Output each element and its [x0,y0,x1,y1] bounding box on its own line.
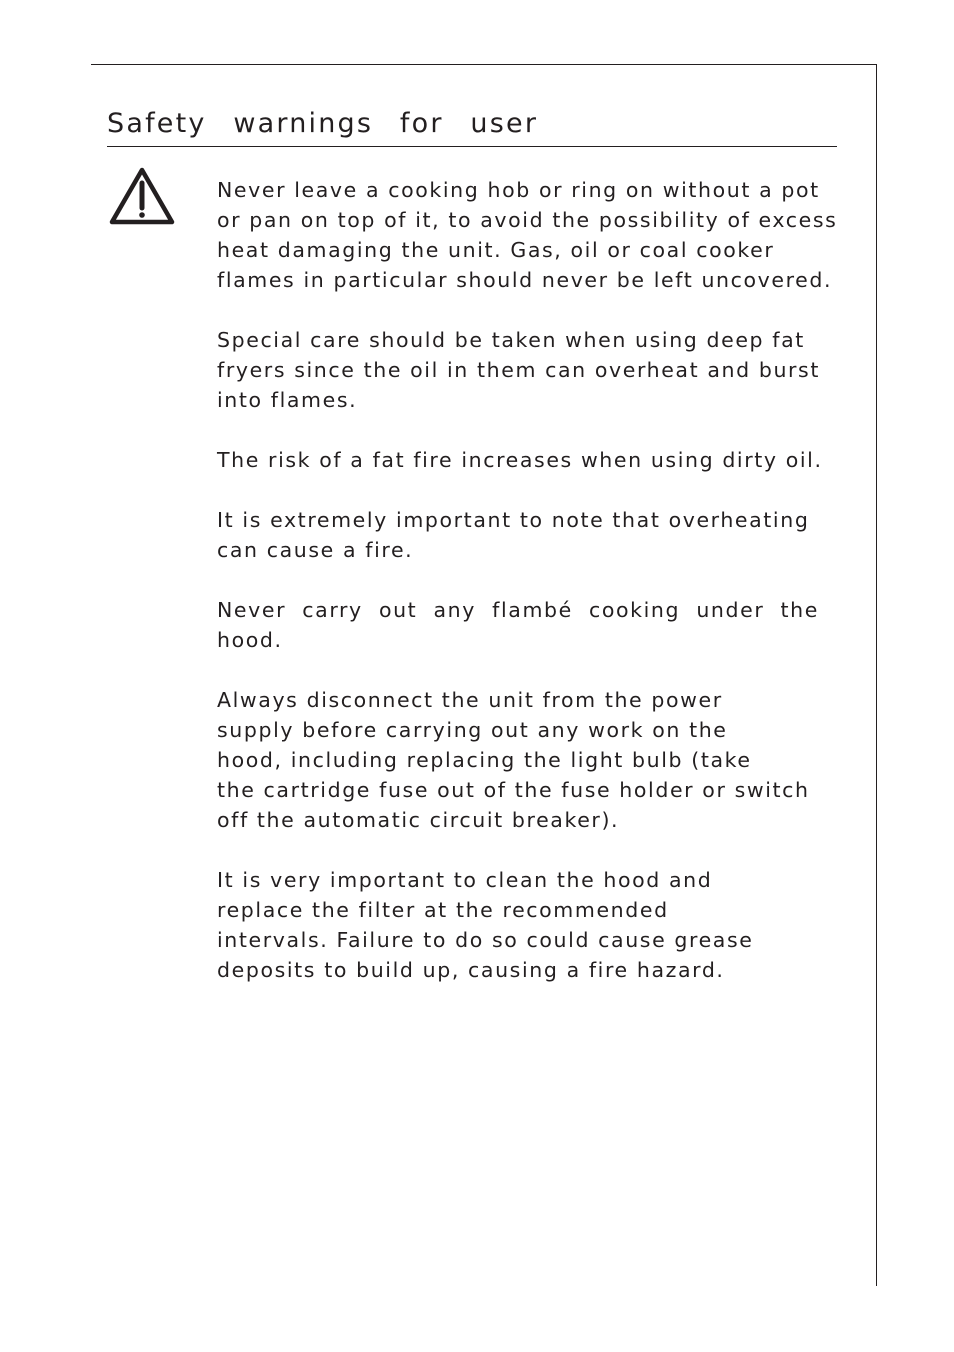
paragraph-line: hood, including replacing the light bulb (take [217,748,752,772]
paragraph-line: the cartridge fuse out of the fuse holder or switch [217,778,810,802]
warning-paragraph-disconnect-power [217,685,827,835]
paragraph-line: The risk of a fat fire increases when using dirty oil. [217,448,823,472]
warning-paragraph-clean-filter [217,865,827,985]
warning-paragraph-deep-fat-fryers [217,325,827,415]
warning-paragraph-dirty-oil [217,445,827,475]
paragraph-line: flames in particular should never be left uncovered. [217,268,833,292]
paragraph-line: It is extremely important to note that overheating [217,508,810,532]
paragraph-line: Never carry out any flambé cooking under the [217,598,819,622]
warning-triangle-icon [108,166,176,226]
paragraph-line: can cause a fire. [217,538,414,562]
paragraph-line: off the automatic circuit breaker). [217,808,620,832]
paragraph-line: or pan on top of it, to avoid the possibility of excess [217,208,838,232]
warning-paragraph-unattended-hob [217,175,838,295]
page-frame-right-rule [876,64,877,1286]
section-heading: Safety warnings for user [107,108,539,139]
paragraph-line: Always disconnect the unit from the power [217,688,723,712]
safety-warnings-body [217,175,838,1015]
page-frame-top-rule [91,64,877,65]
paragraph-line: Special care should be taken when using deep fat [217,328,805,352]
paragraph-line: It is very important to clean the hood and [217,868,713,892]
warning-paragraph-flambe [217,595,827,655]
paragraph-line: Never leave a cooking hob or ring on without a pot [217,178,820,202]
paragraph-line: heat damaging the unit. Gas, oil or coal cooker [217,238,775,262]
warning-paragraph-overheating [217,505,827,565]
paragraph-line: into flames. [217,388,358,412]
paragraph-line: supply before carrying out any work on the [217,718,728,742]
paragraph-line: intervals. Failure to do so could cause grease [217,928,754,952]
paragraph-line: fryers since the oil in them can overheat and burst [217,358,820,382]
paragraph-line: deposits to build up, causing a fire hazard. [217,958,725,982]
paragraph-line: hood. [217,628,283,652]
heading-underline [107,146,837,147]
paragraph-line: replace the filter at the recommended [217,898,669,922]
